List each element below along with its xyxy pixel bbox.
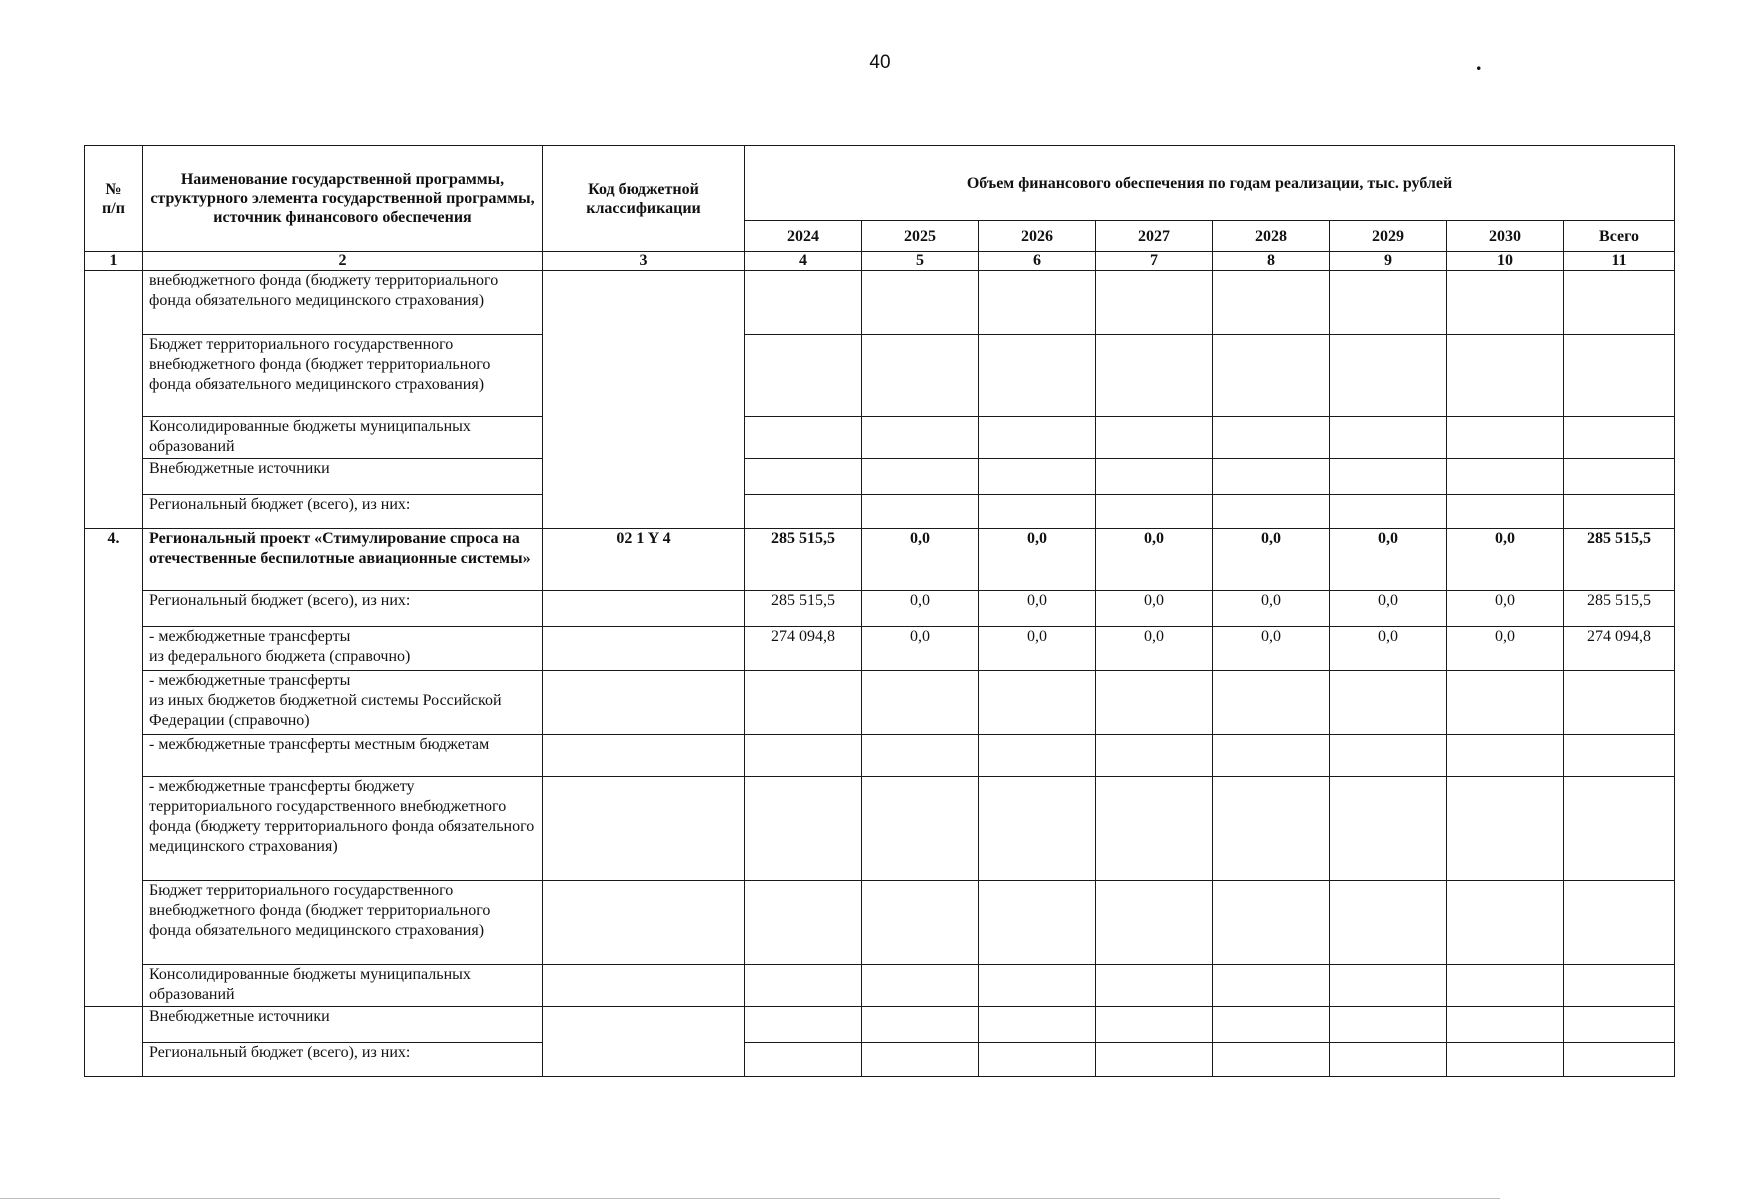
year-value-cell [745, 1043, 862, 1077]
year-value-cell: 0,0 [1330, 627, 1447, 671]
source-name-cell: Внебюджетные источники [143, 1007, 543, 1043]
year-value-cell: 0,0 [1447, 529, 1564, 591]
total-value-cell [1564, 777, 1675, 881]
year-value-cell [1213, 671, 1330, 735]
year-value-cell [1330, 495, 1447, 529]
year-value-cell [979, 965, 1096, 1007]
year-value-cell [862, 735, 979, 777]
column-index: 9 [1330, 252, 1447, 271]
year-value-cell: 0,0 [862, 529, 979, 591]
year-value-cell [1213, 417, 1330, 459]
total-value-cell [1564, 965, 1675, 1007]
year-value-cell: 0,0 [1096, 529, 1213, 591]
year-value-cell [1447, 777, 1564, 881]
budget-code-cell [543, 1007, 745, 1077]
budget-code-cell [543, 735, 745, 777]
year-value-cell [1447, 881, 1564, 965]
source-name-cell: Региональный бюджет (всего), из них: [143, 591, 543, 627]
year-value-cell: 0,0 [862, 627, 979, 671]
year-value-cell: 0,0 [979, 627, 1096, 671]
column-index-row [85, 252, 1675, 271]
column-index: 7 [1096, 252, 1213, 271]
total-value-cell [1564, 335, 1675, 417]
year-value-cell [1096, 417, 1213, 459]
total-value-cell: 285 515,5 [1564, 591, 1675, 627]
year-value-cell [1096, 671, 1213, 735]
total-value-cell: 285 515,5 [1564, 529, 1675, 591]
header-year: 2025 [862, 221, 979, 252]
column-index: 1 [85, 252, 143, 271]
table-row [85, 495, 1675, 529]
table-body [85, 271, 1675, 1077]
year-value-cell [745, 271, 862, 335]
column-index: 10 [1447, 252, 1564, 271]
table-row [85, 417, 1675, 459]
table-row [85, 1007, 1675, 1043]
row-number-cell [85, 271, 143, 529]
year-value-cell [1096, 965, 1213, 1007]
year-value-cell: 0,0 [1330, 591, 1447, 627]
header-year: 2024 [745, 221, 862, 252]
year-value-cell [1096, 1043, 1213, 1077]
year-value-cell [1330, 965, 1447, 1007]
year-value-cell: 0,0 [1213, 591, 1330, 627]
budget-code-cell [543, 881, 745, 965]
year-value-cell [1447, 335, 1564, 417]
year-value-cell [745, 1007, 862, 1043]
year-value-cell [1330, 735, 1447, 777]
header-year: 2028 [1213, 221, 1330, 252]
header-total: Всего [1564, 221, 1675, 252]
source-name-cell: Консолидированные бюджеты муниципальных образований [143, 965, 543, 1007]
budget-code-cell [543, 777, 745, 881]
scan-edge-line [0, 1198, 1500, 1199]
source-name-cell: внебюджетного фонда (бюджету территориального фонда обязательного медицинского страхования) [143, 271, 543, 335]
year-value-cell [862, 459, 979, 495]
year-value-cell: 0,0 [1213, 627, 1330, 671]
year-value-cell [1447, 1007, 1564, 1043]
table-row [85, 671, 1675, 735]
year-value-cell [745, 777, 862, 881]
source-name-cell: Региональный бюджет (всего), из них: [143, 495, 543, 529]
header-year: 2026 [979, 221, 1096, 252]
year-value-cell [979, 495, 1096, 529]
source-name-cell: Бюджет территориального государственного внебюджетного фонда (бюджет территориального фонда обязательного медицинского страхования) [143, 335, 543, 417]
year-value-cell [1096, 459, 1213, 495]
year-value-cell [745, 417, 862, 459]
column-index: 3 [543, 252, 745, 271]
year-value-cell [1096, 495, 1213, 529]
year-value-cell [1447, 417, 1564, 459]
total-value-cell [1564, 271, 1675, 335]
source-name-cell: - межбюджетные трансферты местным бюджетам [143, 735, 543, 777]
year-value-cell [1213, 335, 1330, 417]
corner-mark: . [1476, 50, 1482, 75]
table-row [85, 735, 1675, 777]
year-value-cell: 0,0 [1213, 529, 1330, 591]
year-value-cell [862, 671, 979, 735]
year-value-cell [1447, 735, 1564, 777]
year-value-cell [1096, 271, 1213, 335]
source-name-cell: - межбюджетные трансферты из федерального бюджета (справочно) [143, 627, 543, 671]
year-value-cell [1213, 271, 1330, 335]
year-value-cell [979, 735, 1096, 777]
header-col-name: Наименование государственной программы, структурного элемента государственной программы, источник финансового обеспечения [143, 146, 543, 252]
year-value-cell [1213, 965, 1330, 1007]
column-index: 11 [1564, 252, 1675, 271]
source-name-cell: - межбюджетные трансферты из иных бюджетов бюджетной системы Российской Федерации (справочно) [143, 671, 543, 735]
year-value-cell [1330, 417, 1447, 459]
year-value-cell [979, 671, 1096, 735]
column-index: 8 [1213, 252, 1330, 271]
budget-code-cell [543, 671, 745, 735]
header-year: 2027 [1096, 221, 1213, 252]
budget-code-cell [543, 271, 745, 529]
budget-code-cell [543, 591, 745, 627]
total-value-cell [1564, 459, 1675, 495]
table-row [85, 459, 1675, 495]
table-row [85, 965, 1675, 1007]
header-year: 2030 [1447, 221, 1564, 252]
column-index: 5 [862, 252, 979, 271]
year-value-cell [1213, 495, 1330, 529]
year-value-cell: 285 515,5 [745, 529, 862, 591]
year-value-cell [862, 1043, 979, 1077]
year-value-cell [745, 965, 862, 1007]
year-value-cell [862, 271, 979, 335]
year-value-cell [979, 459, 1096, 495]
year-value-cell [745, 335, 862, 417]
financing-table [84, 145, 1675, 1077]
year-value-cell [1330, 335, 1447, 417]
year-value-cell [862, 335, 979, 417]
table-row [85, 271, 1675, 335]
budget-code-cell [543, 965, 745, 1007]
total-value-cell [1564, 495, 1675, 529]
year-value-cell [1213, 881, 1330, 965]
source-name-cell: - межбюджетные трансферты бюджету территориального государственного внебюджетного фонда (бюджету территориального фонда обязательного медицинского страхования) [143, 777, 543, 881]
year-value-cell: 0,0 [979, 529, 1096, 591]
year-value-cell [862, 495, 979, 529]
row-number-cell: 4. [85, 529, 143, 1007]
year-value-cell [979, 1043, 1096, 1077]
year-value-cell [1096, 335, 1213, 417]
total-value-cell [1564, 881, 1675, 965]
year-value-cell: 0,0 [1096, 627, 1213, 671]
column-index: 2 [143, 252, 543, 271]
year-value-cell [1213, 1007, 1330, 1043]
source-name-cell: Бюджет территориального государственного внебюджетного фонда (бюджет территориального фонда обязательного медицинского страхования) [143, 881, 543, 965]
year-value-cell: 0,0 [862, 591, 979, 627]
budget-code-cell [543, 627, 745, 671]
year-value-cell: 0,0 [1330, 529, 1447, 591]
year-value-cell: 274 094,8 [745, 627, 862, 671]
header-year: 2029 [1330, 221, 1447, 252]
source-name-cell: Региональный бюджет (всего), из них: [143, 1043, 543, 1077]
year-value-cell: 0,0 [979, 591, 1096, 627]
source-name-cell: Региональный проект «Стимулирование спроса на отечественные беспилотные авиационные системы» [143, 529, 543, 591]
year-value-cell [745, 459, 862, 495]
year-value-cell [979, 271, 1096, 335]
table-row [85, 591, 1675, 627]
year-value-cell [745, 735, 862, 777]
year-value-cell [1330, 271, 1447, 335]
year-value-cell [1213, 735, 1330, 777]
year-value-cell [1096, 735, 1213, 777]
year-value-cell [979, 1007, 1096, 1043]
year-value-cell [745, 495, 862, 529]
budget-code-cell: 02 1 Y 4 [543, 529, 745, 591]
total-value-cell [1564, 1043, 1675, 1077]
total-value-cell [1564, 1007, 1675, 1043]
year-value-cell [1447, 671, 1564, 735]
row-number-cell [85, 1007, 143, 1077]
year-value-cell [1330, 1043, 1447, 1077]
header-col-code: Код бюджетной классификации [543, 146, 745, 252]
year-value-cell: 0,0 [1096, 591, 1213, 627]
year-value-cell [1330, 777, 1447, 881]
year-value-cell [1330, 459, 1447, 495]
table-row [85, 777, 1675, 881]
source-name-cell: Консолидированные бюджеты муниципальных образований [143, 417, 543, 459]
year-value-cell [1447, 1043, 1564, 1077]
year-value-cell [862, 417, 979, 459]
year-value-cell [1330, 1007, 1447, 1043]
year-value-cell [979, 881, 1096, 965]
year-value-cell [745, 671, 862, 735]
year-value-cell [1213, 1043, 1330, 1077]
total-value-cell [1564, 671, 1675, 735]
year-value-cell [1447, 271, 1564, 335]
year-value-cell [1096, 777, 1213, 881]
year-value-cell [1213, 459, 1330, 495]
year-value-cell [1447, 965, 1564, 1007]
year-value-cell: 0,0 [1447, 627, 1564, 671]
year-value-cell [862, 1007, 979, 1043]
header-col-number: № п/п [85, 146, 143, 252]
header-col-volume: Объем финансового обеспечения по годам реализации, тыс. рублей [745, 146, 1675, 221]
table-row [85, 1043, 1675, 1077]
header-row-main [85, 146, 1675, 221]
year-value-cell [862, 881, 979, 965]
year-value-cell: 285 515,5 [745, 591, 862, 627]
year-value-cell [1213, 777, 1330, 881]
table-row [85, 335, 1675, 417]
year-value-cell [745, 881, 862, 965]
year-value-cell [862, 965, 979, 1007]
year-value-cell [1447, 495, 1564, 529]
year-value-cell [979, 335, 1096, 417]
year-value-cell [979, 417, 1096, 459]
year-value-cell: 0,0 [1447, 591, 1564, 627]
column-index: 4 [745, 252, 862, 271]
year-value-cell [1096, 881, 1213, 965]
page-number: 40 [869, 52, 891, 73]
table-row [85, 529, 1675, 591]
total-value-cell [1564, 735, 1675, 777]
total-value-cell [1564, 417, 1675, 459]
year-value-cell [862, 777, 979, 881]
source-name-cell: Внебюджетные источники [143, 459, 543, 495]
year-value-cell [979, 777, 1096, 881]
year-value-cell [1330, 881, 1447, 965]
year-value-cell [1447, 459, 1564, 495]
total-value-cell: 274 094,8 [1564, 627, 1675, 671]
year-value-cell [1096, 1007, 1213, 1043]
table-row [85, 881, 1675, 965]
year-value-cell [1330, 671, 1447, 735]
column-index: 6 [979, 252, 1096, 271]
table-row [85, 627, 1675, 671]
